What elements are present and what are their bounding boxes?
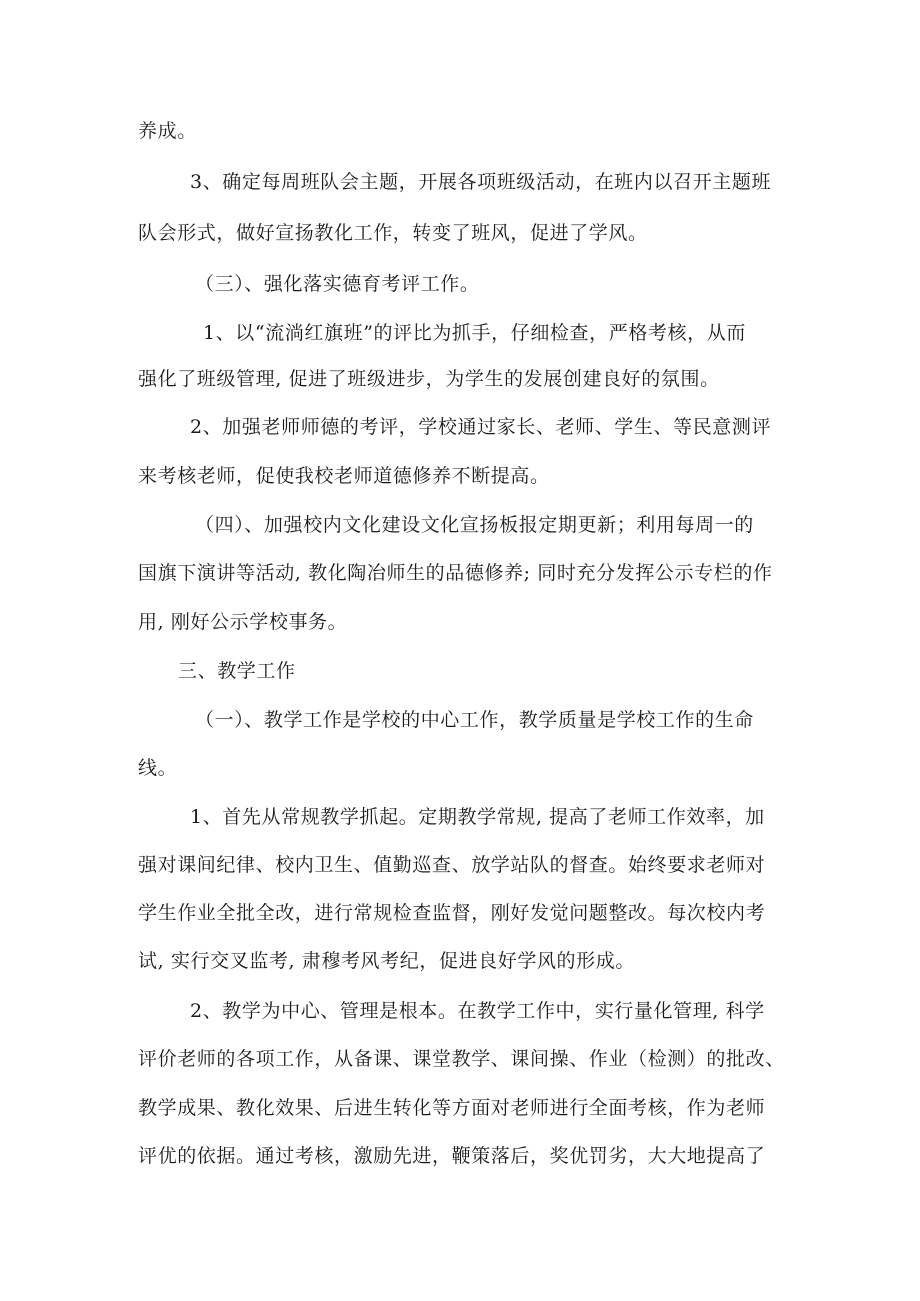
text-line: 国旗下演讲等活动, 教化陶冶师生的品德修养; 同时充分发挥公示专栏的作: [138, 562, 773, 584]
text-line: 强化了班级管理, 促进了班级进步，为学生的发展创建良好的氛围。: [138, 368, 720, 390]
text-line: 教学成果、教化效果、后进生转化等方面对老师进行全面考核，作为老师: [138, 1097, 766, 1119]
text-line: 线。: [138, 757, 178, 779]
text-line: 试, 实行交叉监考, 肃穆考风考纪，促进良好学风的形成。: [138, 950, 635, 972]
text-line: 3、确定每周班队会主题，开展各项班级活动，在班内以召开主题班: [190, 171, 772, 193]
text-line: 评价老师的各项工作，从备课、课堂教学、课间操、作业（检测）的批改、: [138, 1048, 785, 1070]
section-heading: （三）、强化落实德育考评工作。: [195, 273, 480, 295]
text-line: 养成。: [138, 120, 197, 142]
text-line: 1、首先从常规教学抓起。定期教学常规, 提高了老师工作效率，加: [190, 806, 765, 828]
text-line: 学生作业全批全改，进行常规检查监督，刚好发觉问题整改。每次校内考: [138, 902, 766, 924]
section-heading: （四）、加强校内文化建设文化宣扬板报定期更新；利用每周一的: [195, 514, 754, 536]
text-line: 2、加强老师师德的考评，学校通过家长、老师、学生、等民意测评: [190, 416, 772, 438]
text-line: 强对课间纪律、校内卫生、值勤巡查、放学站队的督查。始终要求老师对: [138, 854, 766, 876]
text-line: 评优的依据。通过考核，激励先进，鞭策落后，奖优罚劣，大大地提高了: [138, 1145, 766, 1167]
text-line: 来考核老师，促使我校老师道德修养不断提高。: [138, 465, 550, 487]
text-line: 队会形式，做好宣扬教化工作，转变了班风，促进了学风。: [138, 222, 648, 244]
text-line: 用, 刚好公示学校事务。: [138, 611, 348, 633]
section-heading: 三、教学工作: [178, 660, 296, 682]
text-line: 1、以“流淌红旗班”的评比为抓手，仔细检查，严格考核，从而: [203, 322, 746, 344]
section-heading: （一）、教学工作是学校的中心工作，教学质量是学校工作的生命: [195, 709, 754, 731]
text-line: 2、教学为中心、管理是根本。在教学工作中，实行量化管理, 科学: [190, 1000, 765, 1022]
